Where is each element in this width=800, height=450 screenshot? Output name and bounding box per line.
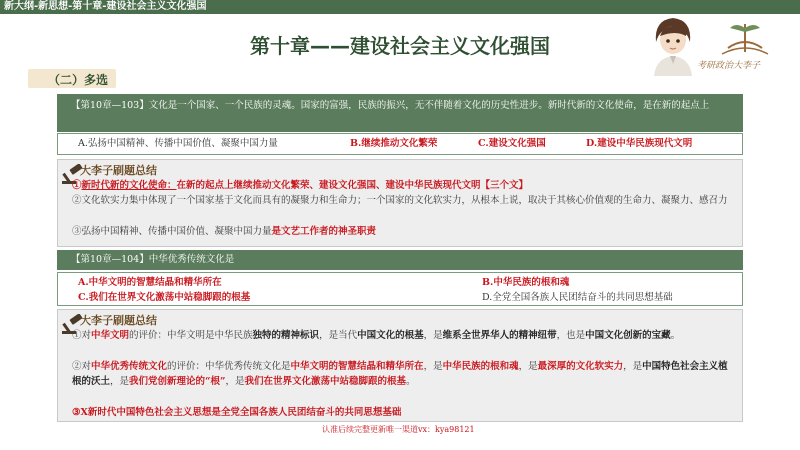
- question-103-options: [57, 133, 743, 155]
- summary-line-2: ②文化软实力集中体现了一个国家基于文化而具有的凝聚力和生命力；一个国家的文化软实力，从根本上说，取决于其核心价值观的生命力、凝聚力、感召力: [72, 195, 728, 206]
- option-a[interactable]: A.弘扬中国精神、传播中国价值、凝聚中国力量: [78, 138, 278, 149]
- summary-box-2: [57, 309, 743, 422]
- option-a[interactable]: A.中华文明的智慧结晶和精华所在: [78, 277, 222, 288]
- option-c[interactable]: C.我们在世界文化激荡中站稳脚跟的根基: [78, 292, 251, 303]
- summary-paragraph-3: ③X新时代中国特色社会主义思想是全党全国各族人民团结奋斗的共同思想基础: [72, 407, 402, 418]
- summary-heading: 大李子刷题总结: [80, 314, 157, 327]
- option-d[interactable]: D.建设中华民族现代文明: [586, 138, 693, 149]
- summary-paragraph-2: ②对中华优秀传统文化的评价：中华优秀传统文化是中华文明的智慧结晶和精华所在，是中华民族的根和魂，是最深厚的文化软实力，是中国特色社会主义植根的沃土，是我们党创新理论的“根”，是我们在世界文化激荡中站稳脚跟的根基。: [72, 361, 728, 387]
- watermark: 认准后续完整更新唯一渠道vx：kya98121: [322, 425, 475, 434]
- breadcrumb: 新大纲-新思想-第十章-建设社会主义文化强国: [4, 1, 207, 12]
- summary-paragraph-1: ①对中华文明的评价：中华文明是中华民族独特的精神标识，是当代中国文化的根基，是维系全世界华人的精神纽带，也是中国文化创新的宝藏。: [72, 330, 681, 341]
- summary-line-1: ①新时代新的文化使命：在新的起点上继续推动文化繁荣、建设文化强国、建设中华民族现代文明【三个文】: [72, 180, 529, 191]
- summary-box-1: [57, 159, 743, 247]
- question-103-stem: 【第10章—103】文化是一个国家、一个民族的灵魂。国家的富强，民族的振兴，无不伴随着文化的历史性进步。新时代新的文化使命，是在新的起点上: [57, 94, 743, 132]
- option-b[interactable]: B.继续推动文化繁荣: [350, 138, 438, 149]
- top-banner: [0, 0, 800, 14]
- logo-text: 考研政治大李子: [697, 61, 761, 71]
- avatar: [650, 14, 696, 76]
- summary-heading: 大李子刷题总结: [80, 164, 157, 177]
- question-104-options: [57, 272, 743, 306]
- question-104-stem: 【第10章—104】中华优秀传统文化是: [57, 250, 743, 270]
- summary-line-3: ③弘扬中国精神、传播中国价值、凝聚中国力量是文艺工作者的神圣职责: [72, 226, 377, 237]
- page-title: 第十章——建设社会主义文化强国: [250, 34, 550, 58]
- option-b[interactable]: B.中华民族的根和魂: [482, 277, 570, 288]
- option-d[interactable]: D.全党全国各族人民团结奋斗的共同思想基础: [482, 292, 673, 303]
- option-c[interactable]: C.建设文化强国: [478, 138, 546, 149]
- section-label: （二）多选: [28, 69, 116, 88]
